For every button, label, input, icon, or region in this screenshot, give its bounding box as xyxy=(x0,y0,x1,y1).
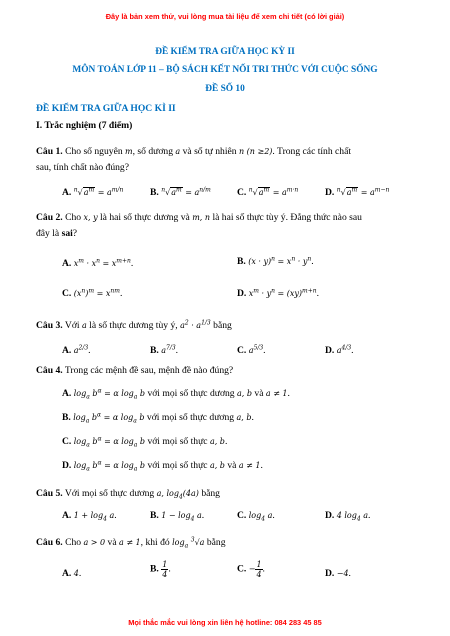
question-3: Câu 3. Với a là số thực dương tùy ý, $a^2 \cdot a^{1/3}$ bằng xyxy=(36,319,232,331)
q6-option-c[interactable]: C. − $\frac{1}{4}$ . xyxy=(237,560,265,579)
question-2-line2: đây là sai? xyxy=(36,228,78,239)
exam-number: ĐỀ SỐ 10 xyxy=(205,84,245,94)
q5-option-c[interactable]: C. $\log_4 a$. xyxy=(237,510,275,523)
q1-option-b[interactable]: B. $^n√a^m = a^{n/m}$ xyxy=(150,186,211,198)
question-1: Câu 1. Cho số nguyên m, số dương a và số tự nhiên n (n ≥2). Trong các tính chất xyxy=(36,146,352,157)
q3-option-b[interactable]: B. $a^{7/3}$. xyxy=(150,344,179,356)
part-heading: I. Trắc nghiệm (7 điểm) xyxy=(36,120,133,131)
q6-option-d[interactable]: D. −4. xyxy=(325,568,351,579)
q5-option-a[interactable]: A. $1 + \log_4 a$. xyxy=(62,510,117,523)
preview-banner: Đây là bản xem thử, vui lòng mua tài liệu để xem chi tiết (có lời giải) xyxy=(105,12,345,21)
question-6: Câu 6. Cho a > 0 và a ≠ 1, khi đó $\log_a ^3√a$ bằng xyxy=(36,536,226,550)
q5-option-d[interactable]: D. 4 $\log_4 a$. xyxy=(325,510,371,523)
q5-option-b[interactable]: B. $1 - \log_4 a$. xyxy=(150,510,205,523)
q6-option-a[interactable]: A. 4. xyxy=(62,568,82,579)
question-5: Câu 5. Với mọi số thực dương a, $\log_4(4a)$ bằng xyxy=(36,488,220,501)
q3-option-a[interactable]: A. $a^{2/3}$. xyxy=(62,344,91,356)
q1-option-a[interactable]: A. $^n√a^m = a^{m/n}$ xyxy=(62,186,124,198)
section-heading: ĐỀ KIỂM TRA GIỮA HỌC KÌ II xyxy=(36,103,176,114)
q2-option-c[interactable]: C. $(x^n)^m = x^{nm}$. xyxy=(62,287,123,299)
q3-option-c[interactable]: C. $a^{5/3}$. xyxy=(237,344,266,356)
q2-option-b[interactable]: B. $(x \cdot y)^n = x^n \cdot y^n$. xyxy=(237,255,314,267)
hotline-banner: Mọi thắc mắc vui lòng xin liên hệ hotline: 084 283 45 85 xyxy=(128,618,322,627)
q2-option-a[interactable]: A. $x^m \cdot x^n = x^{m+n}$. xyxy=(62,257,134,269)
q4-option-c[interactable]: C. $\log_a b^\alpha = \alpha$ $\log_a b$ với mọi số thực a, b. xyxy=(62,435,228,449)
exam-subtitle: MÔN TOÁN LỚP 11 – BỘ SÁCH KẾT NỐI TRI THỨC VỚI CUỘC SỐNG xyxy=(72,65,378,75)
q1-option-c[interactable]: C. $^n√a^m = a^{m\cdot n}$ xyxy=(237,186,299,198)
question-2: Câu 2. Cho x, y là hai số thực dương và m, n là hai số thực tùy ý. Đẳng thức nào sau xyxy=(36,212,362,223)
q4-option-a[interactable]: A. $\log_a b^\alpha = \alpha$ $\log_a b$ với mọi số thực dương a, b và a ≠ 1. xyxy=(62,387,290,401)
q4-option-d[interactable]: D. $\log_a b^\alpha = \alpha$ $\log_a b$ với mọi số thực a, b và a ≠ 1. xyxy=(62,459,263,473)
q1-option-d[interactable]: D. $^n√a^m = a^{m-n}$ xyxy=(325,186,390,198)
q6-option-b[interactable]: B. $\frac{1}{4}$ . xyxy=(150,560,171,579)
question-1-line2: sau, tính chất nào đúng? xyxy=(36,162,129,173)
q4-option-b[interactable]: B. $\log_a b^\alpha = \alpha$ $\log_a b$ với mọi số thực dương a, b. xyxy=(62,411,254,425)
exam-title: ĐỀ KIỂM TRA GIỮA HỌC KỲ II xyxy=(155,47,295,57)
q3-option-d[interactable]: D. $a^{4/3}$. xyxy=(325,344,354,356)
q2-option-d[interactable]: D. $x^m \cdot y^n = (xy)^{m+n}$. xyxy=(237,287,320,299)
question-4: Câu 4. Trong các mệnh đề sau, mệnh đề nào đúng? xyxy=(36,365,234,376)
